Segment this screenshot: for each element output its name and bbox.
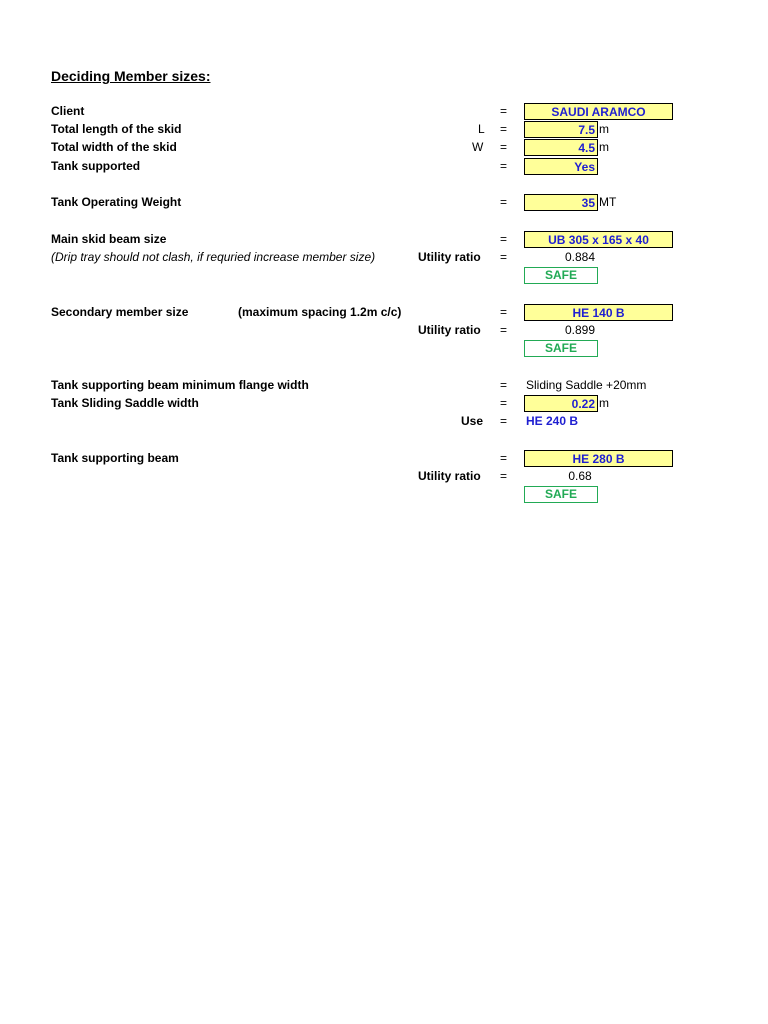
min-flange-label: Tank supporting beam minimum flange width (51, 378, 309, 392)
width-label: Total width of the skid (51, 140, 177, 154)
min-flange-value: Sliding Saddle +20mm (526, 378, 647, 392)
tank-supported-label: Tank supported (51, 159, 141, 173)
weight-equals: = (500, 195, 508, 209)
use-label: Use (461, 414, 484, 428)
length-unit: m (599, 122, 609, 136)
tank-beam-value-cell[interactable]: HE 280 B (524, 450, 673, 467)
main-beam-note: (Drip tray should not clash, if requried increase member size) (51, 250, 376, 264)
main-beam-ur-label: Utility ratio (418, 250, 481, 264)
secondary-ur-label: Utility ratio (418, 323, 481, 337)
length-label: Total length of the skid (51, 122, 182, 136)
main-beam-ur-value: 0.884 (564, 250, 596, 264)
main-beam-label: Main skid beam size (51, 232, 167, 246)
saddle-width-value-cell[interactable]: 0.22 (524, 395, 598, 412)
use-value: HE 240 B (526, 414, 579, 428)
saddle-width-label: Tank Sliding Saddle width (51, 396, 199, 410)
tank-beam-ur-label: Utility ratio (418, 469, 481, 483)
tank-beam-ur-equals: = (500, 469, 508, 483)
main-beam-equals: = (500, 232, 508, 246)
secondary-status-badge: SAFE (524, 340, 598, 357)
tank-beam-ur-value: 0.68 (568, 469, 592, 483)
client-equals: = (500, 104, 508, 118)
saddle-width-equals: = (500, 396, 508, 410)
saddle-width-unit: m (599, 396, 609, 410)
weight-value-cell[interactable]: 35 (524, 194, 598, 211)
secondary-label: Secondary member size (51, 305, 189, 319)
width-symbol: W (472, 140, 484, 154)
width-value-cell[interactable]: 4.5 (524, 139, 598, 156)
weight-unit: MT (599, 195, 617, 209)
secondary-ur-equals: = (500, 323, 508, 337)
client-value-cell[interactable]: SAUDI ARAMCO (524, 103, 673, 120)
tank-supported-value-cell[interactable]: Yes (524, 158, 598, 175)
width-unit: m (599, 140, 609, 154)
page-title: Deciding Member sizes: (51, 68, 211, 84)
main-beam-value-cell[interactable]: UB 305 x 165 x 40 (524, 231, 673, 248)
tank-beam-equals: = (500, 451, 508, 465)
secondary-note: (maximum spacing 1.2m c/c) (238, 305, 402, 319)
main-beam-ur-equals: = (500, 250, 508, 264)
client-label: Client (51, 104, 85, 118)
main-beam-status-badge: SAFE (524, 267, 598, 284)
secondary-value-cell[interactable]: HE 140 B (524, 304, 673, 321)
width-equals: = (500, 140, 508, 154)
weight-label: Tank Operating Weight (51, 195, 182, 209)
length-equals: = (500, 122, 508, 136)
secondary-ur-value: 0.899 (564, 323, 596, 337)
length-symbol: L (478, 122, 485, 136)
tank-beam-status-badge: SAFE (524, 486, 598, 503)
use-equals: = (500, 414, 508, 428)
min-flange-equals: = (500, 378, 508, 392)
tank-beam-label: Tank supporting beam (51, 451, 179, 465)
tank-supported-equals: = (500, 159, 508, 173)
length-value-cell[interactable]: 7.5 (524, 121, 598, 138)
secondary-equals: = (500, 305, 508, 319)
